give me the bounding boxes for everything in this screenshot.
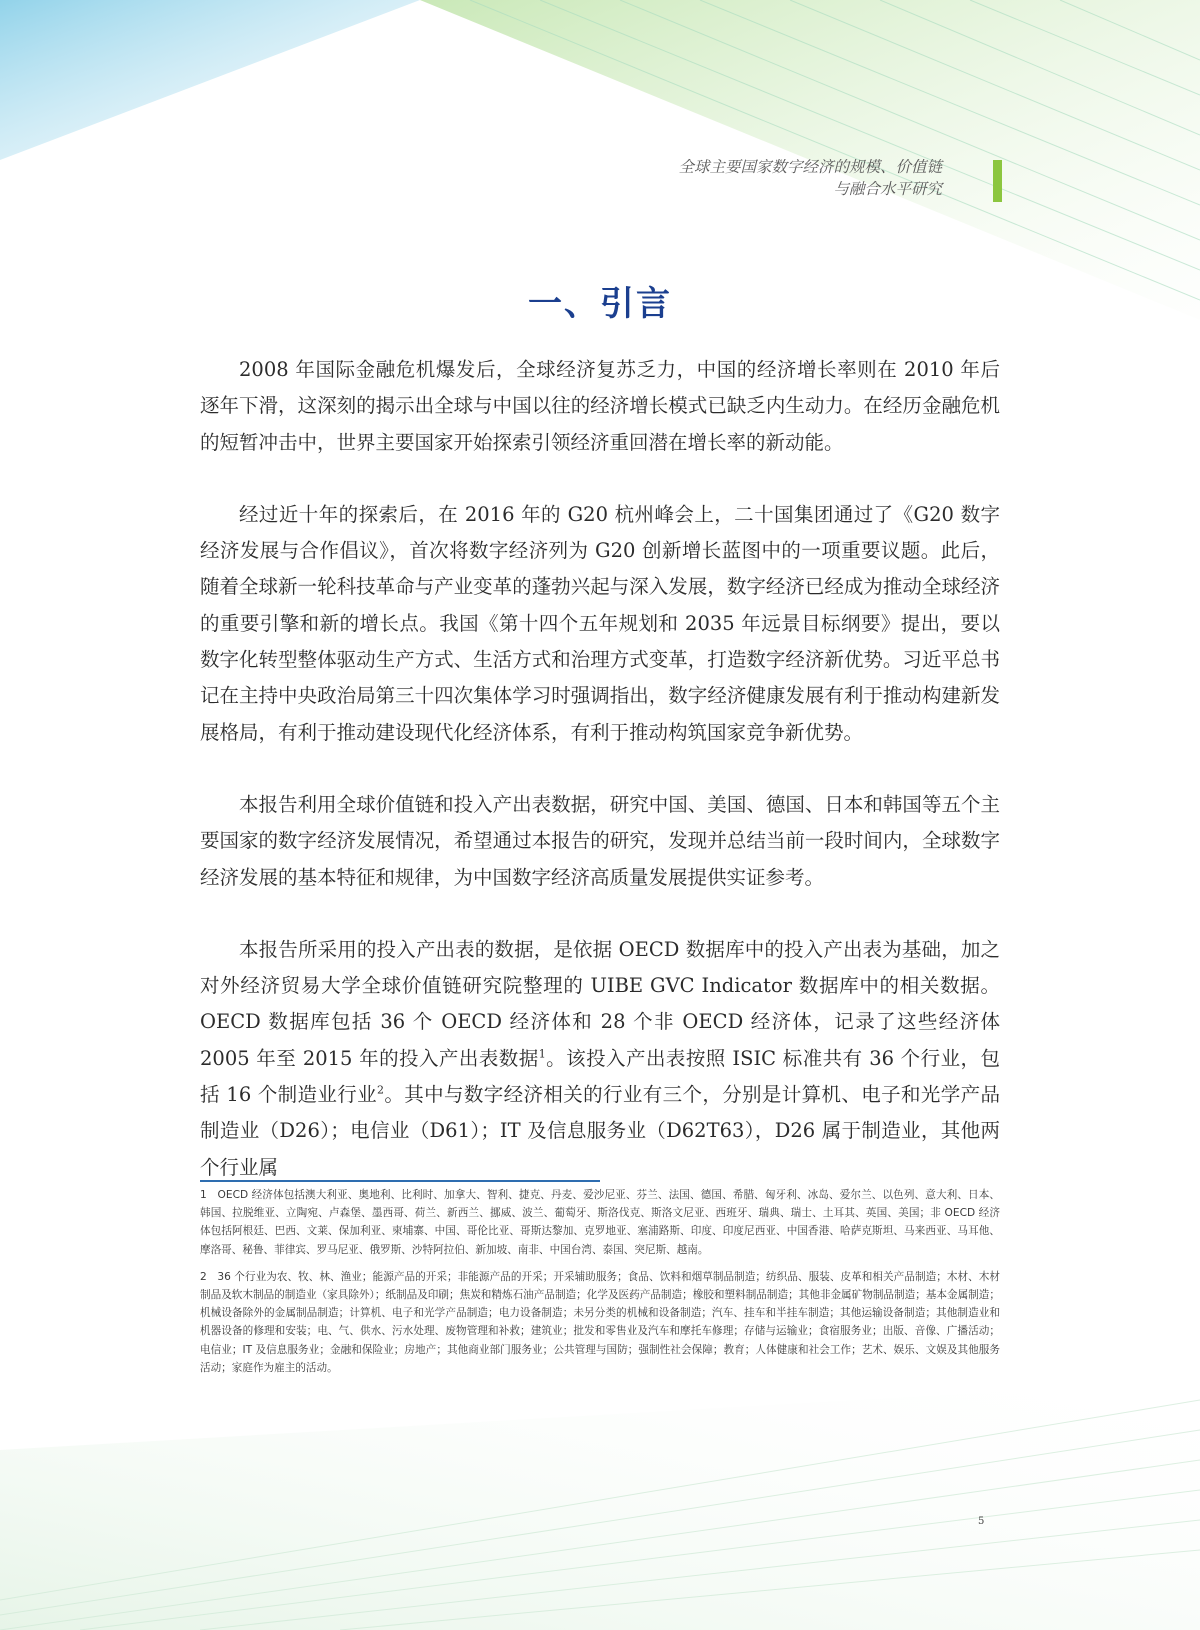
footnote-1: 1 OECD 经济体包括澳大利亚、奥地利、比利时、加拿大、智利、捷克、丹麦、爱沙尼亚、芬兰、法国、德国、希腊、匈牙利、冰岛、爱尔兰、以色列、意大利、日本、韩国、拉脱维亚、立陶宛、卢森堡、墨西哥、荷兰、新西兰、挪威、波兰、葡萄牙、斯洛伐克、斯洛文尼亚、西班牙、瑞典、瑞士、土耳其、英国、美国；非 OECD 经济体包括阿根廷、巴西、文莱、保加利亚、柬埔寨、中国、哥伦比亚、哥斯达黎加、克罗地亚、塞浦路斯、印度、印度尼西亚、中国香港、哈萨克斯坦、马来西亚、马耳他、摩洛哥、秘鲁、菲律宾、罗马尼亚、俄罗斯、沙特阿拉伯、新加坡、南非、中国台湾、泰国、突尼斯、越南。 [200,1189,1000,1256]
running-header-line1: 全球主要国家数字经济的规模、价值链 [678,158,942,176]
running-header-line2: 与融合水平研究 [833,180,942,198]
footnote-2: 2 36 个行业为农、牧、林、渔业；能源产品的开采；非能源产品的开采；开采辅助服务；食品、饮料和烟草制品制造；纺织品、服装、皮革和相关产品制造；木材、木材制品及软木制品的制造业（家具除外）；纸制品及印刷；焦炭和精炼石油产品制造；化学及医药产品制造；橡胶和塑料制品制造；其他非金属矿物制品制造；基本金属制造；机械设备除外的金属制品制造；计算机、电子和光学产品制造；电力设备制造；未另分类的机械和设备制造；汽车、挂车和半挂车制造；其他运输设备制造；其他制造业和机器设备的修理和安装；电、气、供水、污水处理、废物管理和补救；建筑业；批发和零售业及汽车和摩托车修理；存储与运输业；食宿服务业；出版、音像、广播活动；电信业；IT 及信息服务业；金融和保险业；房地产；其他商业部门服务业；公共管理与国防；强制性社会保障；教育；人体健康和社会工作；艺术、娱乐、文娱及其他服务活动；家庭作为雇主的活动。 [200,1270,1000,1374]
bottom-wave-shape [0,1380,1200,1630]
running-header [678,156,942,200]
paragraph-4-part1: 本报告所采用的投入产出表的数据，是依据 OECD 数据库中的投入产出表为基础，加之对外经济贸易大学全球价值链研究院整理的 UIBE GVC Indicator 数据库中的相关数据。OECD 数据库包括 36 个 OECD 经济体和 28 个非 OECD 经济体，记录了这些经济体 2005 年至 2015 年的投入产出表数据 [200,937,1000,1070]
paragraph-3: 本报告利用全球价值链和投入产出表数据，研究中国、美国、德国、日本和韩国等五个主要国家的数字经济发展情况，希望通过本报告的研究，发现并总结当前一段时间内，全球数字经济发展的基本特征和规律，为中国数字经济高质量发展提供实证参考。 [200,792,1000,889]
body-text [200,352,1000,1186]
page-number: 5 [978,1516,985,1527]
header-accent-bar [993,160,1002,202]
paragraph-2: 经过近十年的探索后，在 2016 年的 G20 杭州峰会上，二十国集团通过了《G20 数字经济发展与合作倡议》，首次将数字经济列为 G20 创新增长蓝图中的一项重要议题。此后，随着全球新一轮科技革命与产业变革的蓬勃兴起与深入发展，数字经济已经成为推动全球经济的重要引擎和新的增长点。我国《第十四个五年规划和 2035 年远景目标纲要》提出，要以数字化转型整体驱动生产方式、生活方式和治理方式变革，打造数字经济新优势。习近平总书记在主持中央政治局第三十四次集体学习时强调指出，数字经济健康发展有利于推动构建新发展格局，有利于推动建设现代化经济体系，有利于推动构筑国家竞争新优势。 [200,502,1000,744]
corner-blue-shape [0,0,420,160]
footnote-ref-2[interactable]: 2 [377,1083,385,1097]
paragraph-1: 2008 年国际金融危机爆发后，全球经济复苏乏力，中国的经济增长率则在 2010 年后逐年下滑，这深刻的揭示出全球与中国以往的经济增长模式已缺乏内生动力。在经历金融危机的短暂冲击中，世界主要国家开始探索引领经济重回潜在增长率的新动能。 [200,358,1000,454]
footnote-ref-1[interactable]: 1 [538,1047,546,1061]
paragraph-4 [200,932,1000,1186]
footnotes [200,1186,1000,1386]
footnote-divider [200,1180,600,1182]
paragraph-4-part2: 。该投入产出表按照 ISIC 标准共有 36 个行业，包括 16 个制造业行业 [200,1046,1000,1107]
section-title: 一、引言 [528,284,672,324]
paragraph-4-part3: 。其中与数字经济相关的行业有三个，分别是计算机、电子和光学产品制造业（D26）；电信业（D61）；IT 及信息服务业（D62T63），D26 属于制造业，其他两个行业属 [200,1083,1000,1179]
